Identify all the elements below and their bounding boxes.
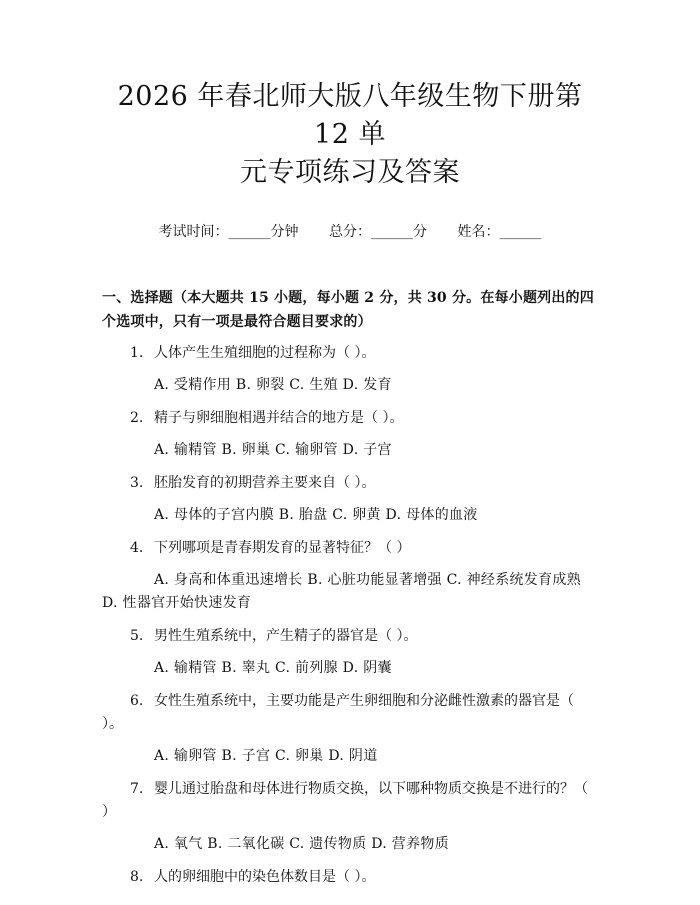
- question-stem: [102, 407, 598, 430]
- question-number: 8.: [130, 869, 144, 885]
- question-number: 7.: [130, 781, 144, 797]
- title-line-2: 元专项练习及答案: [240, 157, 460, 188]
- section-header: 一、选择题（本大题共 15 小题，每小题 2 分，共 30 分。在每小题列出的四个选项中，只有一项是最符合题目要求的）: [102, 290, 594, 330]
- question-number: 6.: [130, 693, 144, 709]
- question-options: A. 输精管 B. 睾丸 C. 前列腺 D. 阴囊: [154, 660, 392, 676]
- student-name-field: 姓名：______: [457, 224, 542, 240]
- document-title: [102, 78, 598, 192]
- question-text: 男性生殖系统中，产生精子的器官是（ ）。: [154, 628, 418, 644]
- total-score-field: 总分：______分: [329, 224, 427, 240]
- question-text: 下列哪项是青春期发育的显著特征？（ ）: [154, 540, 411, 556]
- question-item: [102, 625, 598, 680]
- question-item: [102, 342, 598, 397]
- exam-time-field: 考试时间：______分钟: [158, 224, 299, 240]
- question-options: A. 母体的子宫内膜 B. 胎盘 C. 卵黄 D. 母体的血液: [154, 507, 478, 523]
- question-text: 人体产生生殖细胞的过程称为（ ）。: [154, 345, 376, 361]
- question-stem: [102, 778, 598, 824]
- question-item: [102, 407, 598, 462]
- question-number: 4.: [130, 540, 144, 556]
- question-text: 精子与卵细胞相遇并结合的地方是（ ）。: [154, 410, 404, 426]
- question-text: 人的卵细胞中的染色体数目是（ ）。: [154, 869, 376, 885]
- question-number: 1.: [130, 345, 144, 361]
- question-stem: [102, 866, 598, 889]
- question-options: A. 输卵管 B. 子宫 C. 卵巢 D. 阴道: [154, 748, 378, 764]
- question-text: 婴儿通过胎盘和母体进行物质交换，以下哪种物质交换是不进行的？（ ）: [102, 781, 588, 820]
- question-stem: [102, 342, 598, 365]
- question-list: [102, 342, 598, 889]
- question-text: 胚胎发育的初期营养主要来自（ ）。: [154, 475, 376, 491]
- question-stem: [102, 625, 598, 648]
- question-options: A. 输精管 B. 卵巢 C. 输卵管 D. 子宫: [154, 442, 392, 458]
- question-options: A. 身高和体重迅速增长 B. 心脏功能显著增强 C. 神经系统发育成熟 D. 性器官开始快速发育: [102, 572, 582, 611]
- question-item: [102, 472, 598, 527]
- question-number: 3.: [130, 475, 144, 491]
- question-item: [102, 537, 598, 615]
- question-options: A. 受精作用 B. 卵裂 C. 生殖 D. 发育: [154, 377, 392, 393]
- title-line-1: 2026 年春北师大版八年级生物下册第 12 单: [117, 81, 583, 150]
- question-item: [102, 866, 598, 889]
- question-item: [102, 778, 598, 856]
- question-stem: [102, 472, 598, 495]
- question-stem: [102, 690, 598, 736]
- question-stem: [102, 537, 598, 560]
- question-item: [102, 690, 598, 768]
- question-text: 女性生殖系统中，主要功能是产生卵细胞和分泌雌性激素的器官是（ ）。: [102, 693, 574, 732]
- exam-info: [102, 222, 598, 242]
- question-number: 2.: [130, 410, 144, 426]
- question-number: 5.: [130, 628, 144, 644]
- question-options: A. 氧气 B. 二氧化碳 C. 遗传物质 D. 营养物质: [154, 836, 449, 852]
